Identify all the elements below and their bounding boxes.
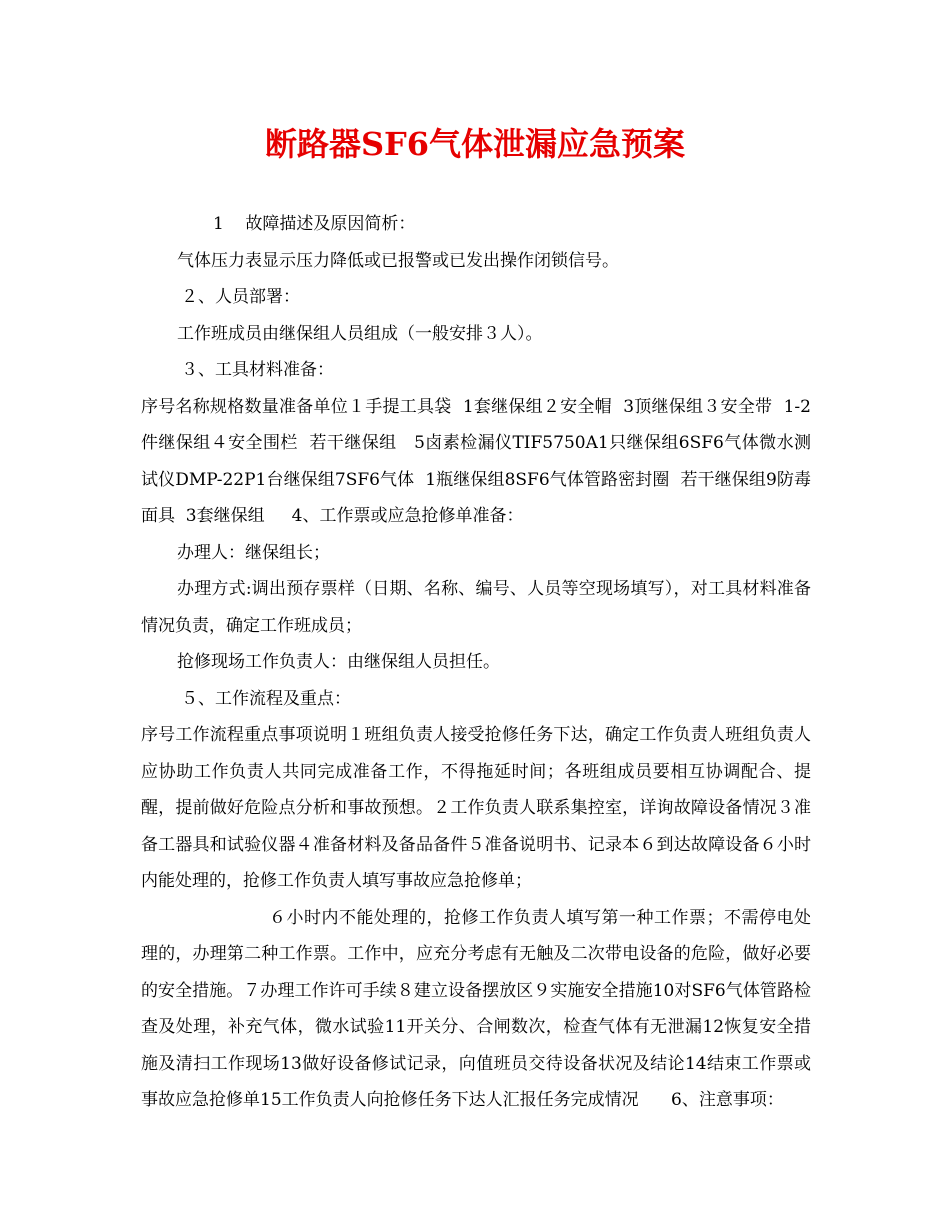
workflow-list-continued: ６小时内不能处理的，抢修工作负责人填写第一种工作票；不需停电处理的，办理第二种工作票。工作中，应充分考虑有无触及二次带电设备的危险，做好必要的安全措施。７办理工作许可手续８建立设备摆放区９实施安全措施10对SF6气体管路检查及处理，补充气体，微水试验11开关分、合闸数次，检查气体有无泄漏12恢复安全措施及清扫工作现场13做好设备修试记录，向值班员交待设备状况及结论14结束工作票或事故应急抢修单15工作负责人向抢修任务下达人汇报任务完成情况 6、注意事项： <box>141 907 811 1110</box>
section-heading-3: ３、工具材料准备： <box>181 360 334 380</box>
section-heading-5: ５、工作流程及重点： <box>181 688 351 709</box>
body-paragraph: 办理人：继保组长； <box>177 542 330 563</box>
workflow-list: 序号工作流程重点事项说明１班组负责人接受抢修任务下达，确定工作负责人班组负责人应协助工作负责人共同完成准备工作，不得拖延时间；各班组成员要相互协调配合、提醒，提前做好危险点分析和事故预想。２工作负责人联系集控室，详询故障设备情况３准备工器具和试验仪器４准备材料及备品备件５准备说明书、记录本６到达故障设备６小时内能处理的，抢修工作负责人填写事故应急抢修单； <box>141 725 811 891</box>
body-paragraph: 工作班成员由继保组人员组成（一般安排３人）。 <box>177 323 543 344</box>
section-heading-2: ２、人员部署： <box>181 287 300 307</box>
document-body <box>141 206 811 1119</box>
body-paragraph: 抢修现场工作负责人：由继保组人员担任。 <box>177 652 500 672</box>
body-paragraph: 气体压力表显示压力降低或已报警或已发出操作闭锁信号。 <box>177 250 619 271</box>
tool-material-list: 序号名称规格数量准备单位１手提工具袋 1套继保组２安全帽 3顶继保组３安全带 1-2件继保组４安全围栏 若干继保组 5卤素检漏仪TIF5750A1只继保组6SF6气体微水测试仪DMP-22P1台继保组7SF6气体 1瓶继保组8SF6气体管路密封圈 若干继保组9防毒面具 3套继保组 4、工作票或应急抢修单准备： <box>141 396 811 526</box>
body-paragraph: 办理方式:调出预存票样（日期、名称、编号、人员等空现场填写），对工具材料准备情况负责，确定工作班成员； <box>141 579 811 636</box>
document-title: 断路器SF6气体泄漏应急预案 <box>264 125 686 163</box>
section-heading-1: 1 故障描述及原因简析： <box>213 214 416 234</box>
